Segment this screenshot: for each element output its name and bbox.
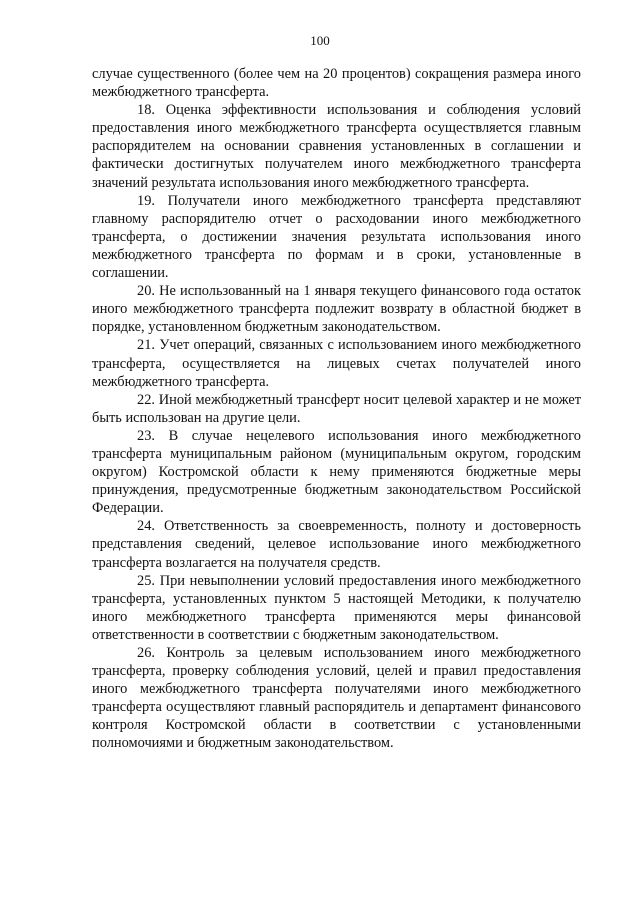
paragraph-item-22: 22. Иной межбюджетный трансферт носит целевой характер и не может быть использован на другие цели. (92, 391, 581, 426)
paragraph-item-24: 24. Ответственность за своевременность, полноту и достоверность представления сведений, целевое использование иного межбюджетного трансферта возлагается на получателя средств. (92, 518, 581, 571)
paragraph-item-25: 25. При невыполнении условий предоставления иного межбюджетного трансферта, установленных пунктом 5 настоящей Методики, к получателю иного межбюджетного трансферта применяются меры финансовой ответственности в соответствии с бюджетным законодательством. (92, 572, 581, 643)
page-number: 100 (310, 33, 330, 48)
paragraph-item-18: 18. Оценка эффективности использования и соблюдения условий предоставления иного межбюджетного трансферта осуществляется главным распорядителем на основании сравнения установленных в соглашении и фактически достигнутых получателем иного межбюджетного трансферта значений результата использования иного межбюджетного трансферта. (92, 102, 581, 191)
document-body (92, 65, 581, 753)
paragraph-item-21: 21. Учет операций, связанных с использованием иного межбюджетного трансферта, осуществляется на лицевых счетах получателей иного межбюджетного трансферта. (92, 337, 581, 390)
paragraph-item-23: 23. В случае нецелевого использования иного межбюджетного трансферта муниципальным районом (муниципальным округом, городским округом) Костромской области к нему применяются бюджетные меры принуждения, предусмотренные бюджетным законодательством Российской Федерации. (92, 427, 581, 517)
paragraph-item-26: 26. Контроль за целевым использованием иного межбюджетного трансферта, проверку соблюдения условий, целей и правил предоставления иного межбюджетного трансферта получателями иного межбюджетного трансферта осуществляют главный распорядитель и департамент финансового контроля Костромской области в соответствии с установленными полномочиями и бюджетным законодательством. (92, 645, 581, 752)
paragraph-item-19: 19. Получатели иного межбюджетного трансферта представляют главному распорядителю отчет о расходовании иного межбюджетного трансферта, о достижении значения результата использования иного межбюджетного трансферта по формам и в сроки, установленные в соглашении. (92, 192, 581, 282)
paragraph-continuation: случае существенного (более чем на 20 процентов) сокращения размера иного межбюджетного трансферта. (92, 66, 581, 101)
paragraph-item-20: 20. Не использованный на 1 января текущего финансового года остаток иного межбюджетного трансферта подлежит возврату в областной бюджет в порядке, установленном бюджетным законодательством. (92, 283, 581, 336)
